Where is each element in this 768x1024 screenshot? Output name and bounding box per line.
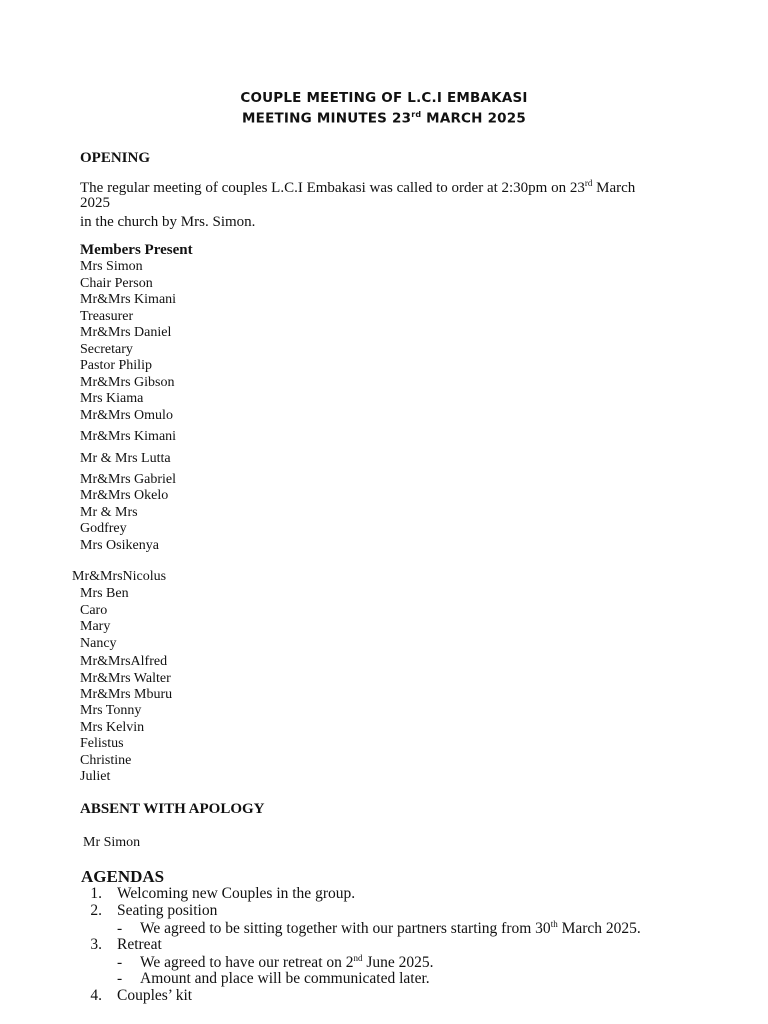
member-item: Christine <box>80 753 132 768</box>
absent-item: Mr Simon <box>83 835 141 850</box>
agenda-sub-item-retreat-date: - We agreed to have our retreat on 2nd June 2025. <box>117 953 434 972</box>
member-item: Juliet <box>80 769 111 784</box>
member-item: Godfrey <box>80 521 127 536</box>
document-title-line-1: COUPLE MEETING OF L.C.I EMBAKASI <box>240 90 528 106</box>
member-item: Chair Person <box>80 276 153 291</box>
member-item: Mr & Mrs <box>80 505 138 520</box>
agenda-sub-item-seating: - We agreed to be sitting together with our partners starting from 30th March 2025. <box>117 919 641 938</box>
document-title-line-2: MEETING MINUTES 23rd MARCH 2025 <box>242 110 526 127</box>
agenda-item-1: 1. Welcoming new Couples in the group. <box>90 885 356 902</box>
member-item: Mr&Mrs Gibson <box>80 375 175 390</box>
member-item: Mr&MrsNicolus <box>72 569 167 584</box>
agenda-item-3: 3. Retreat <box>90 936 162 953</box>
member-item: Nancy <box>80 636 117 651</box>
member-item: Mrs Kiama <box>80 391 144 406</box>
opening-paragraph-line-1: The regular meeting of couples L.C.I Embakasi was called to order at 2:30pm on 23rd March <box>80 178 636 196</box>
agenda-item-4: 4. Couples’ kit <box>90 987 193 1004</box>
absent-with-apology-heading: ABSENT WITH APOLOGY <box>80 801 265 817</box>
member-item: Felistus <box>80 736 124 751</box>
member-item: Mrs Simon <box>80 259 143 274</box>
member-item: Mrs Ben <box>80 586 129 601</box>
member-item: Mrs Osikenya <box>80 538 159 553</box>
agendas-heading: AGENDAS <box>81 867 165 886</box>
member-item: Mr&Mrs Kimani <box>80 429 177 444</box>
member-item: Pastor Philip <box>80 358 152 373</box>
member-item: Mr&Mrs Mburu <box>80 687 173 702</box>
member-item: Mr&Mrs Daniel <box>80 325 172 340</box>
opening-paragraph-line-2: 2025 <box>80 195 110 211</box>
member-item: Mr & Mrs Lutta <box>80 451 171 466</box>
opening-heading: OPENING <box>80 150 151 166</box>
member-item: Mr&Mrs Okelo <box>80 488 169 503</box>
member-item: Caro <box>80 603 108 618</box>
agenda-item-2: 2. Seating position <box>90 902 218 919</box>
member-item: Mr&MrsAlfred <box>80 654 168 669</box>
member-item: Mary <box>80 619 111 634</box>
member-item: Mr&Mrs Kimani <box>80 292 177 307</box>
agenda-sub-item-retreat-details: - Amount and place will be communicated later. <box>117 970 430 987</box>
member-item: Secretary <box>80 342 133 357</box>
member-item: Mrs Kelvin <box>80 720 145 735</box>
member-item: Mrs Tonny <box>80 703 142 718</box>
opening-paragraph-line-3: in the church by Mrs. Simon. <box>80 214 256 230</box>
member-item: Mr&Mrs Gabriel <box>80 472 177 487</box>
member-item: Mr&Mrs Omulo <box>80 408 173 423</box>
member-item: Mr&Mrs Walter <box>80 671 171 686</box>
members-present-heading: Members Present <box>80 242 193 258</box>
member-item: Treasurer <box>80 309 134 324</box>
